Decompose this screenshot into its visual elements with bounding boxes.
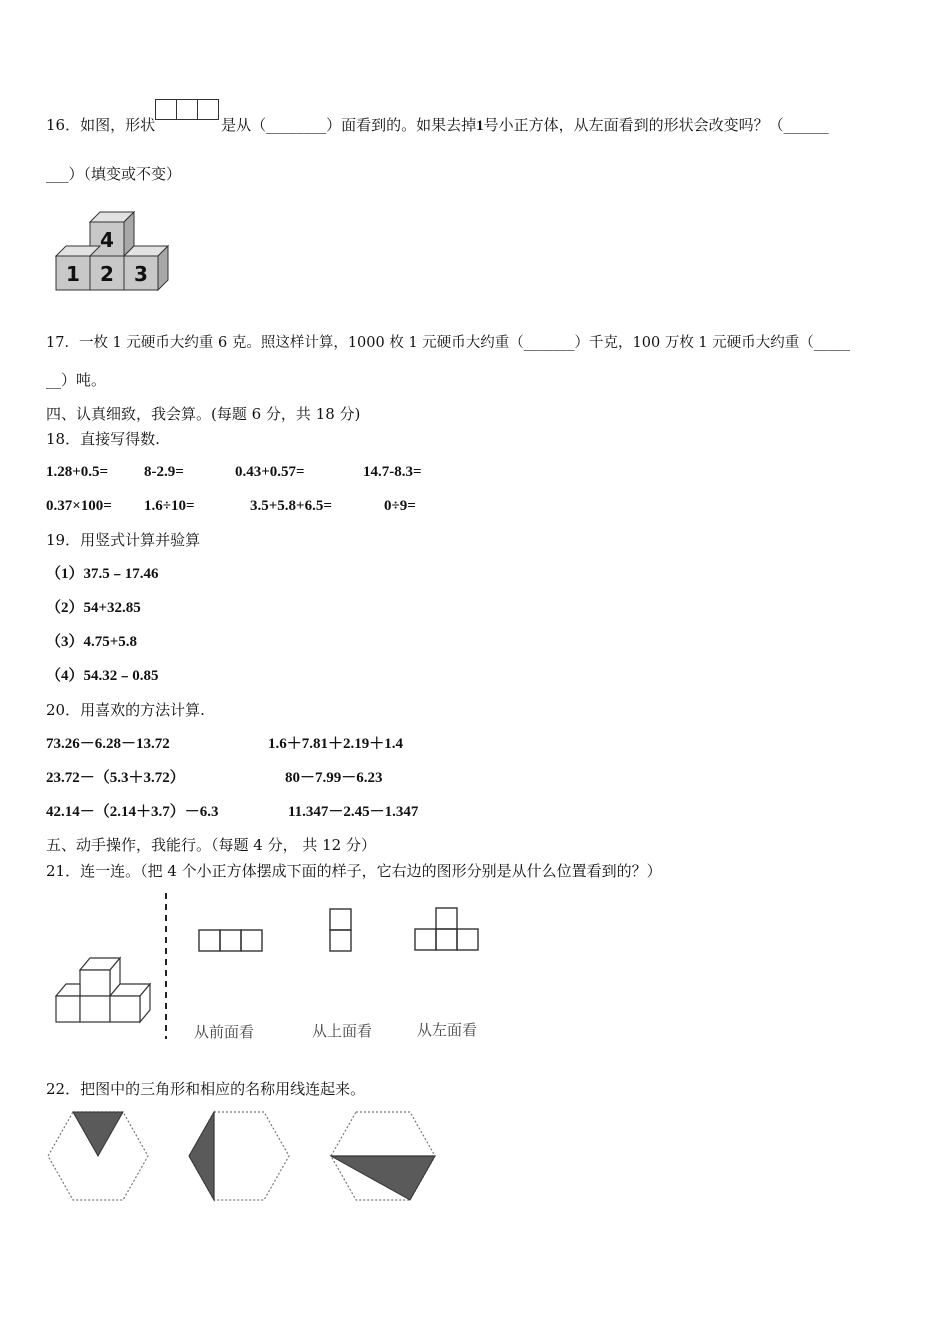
q16-text-c: 号小正方体，从左面看到的形状会改变吗？（______ bbox=[483, 116, 829, 134]
cube-label-4: 4 bbox=[100, 228, 114, 252]
q22-title: 22．把图中的三角形和相应的名称用线连起来。 bbox=[46, 1080, 366, 1098]
q20-r3-c2: 11.347－2.45－1.347 bbox=[288, 804, 419, 820]
q22-hexagon-1 bbox=[46, 1110, 150, 1202]
q18-r1-c3: 0.43+0.57= bbox=[235, 464, 305, 480]
q21-view-t-shape bbox=[414, 907, 484, 953]
q21-view-two-stacked bbox=[329, 908, 355, 954]
q18-r1-c4: 14.7-8.3= bbox=[363, 464, 422, 480]
q16-number: 1 bbox=[476, 118, 484, 134]
q21-view-three-in-row bbox=[198, 929, 268, 953]
q20-r2-c1: 23.72－（5.3＋3.72） bbox=[46, 770, 185, 786]
q17-line1: 17．一枚 1 元硬币大约重 6 克。照这样计算，1000 枚 1 元硬币大约重（_______）千克，100 万枚 1 元硬币大约重（_____ bbox=[46, 335, 851, 351]
q19-item-3: （3）4.75+5.8 bbox=[46, 634, 138, 650]
q19-item-2: （2）54+32.85 bbox=[46, 600, 141, 616]
q16-cube-figure bbox=[52, 206, 182, 296]
q17-line2: __）吨。 bbox=[46, 371, 107, 389]
q16-line1 bbox=[46, 115, 829, 136]
q22-hexagon-3 bbox=[329, 1110, 437, 1202]
q20-r1-c1: 73.26－6.28－13.72 bbox=[46, 736, 170, 752]
q20-r1-c2: 1.6＋7.81＋2.19＋1.4 bbox=[268, 736, 404, 752]
q18-r1-c1: 1.28+0.5= bbox=[46, 464, 109, 480]
q16-line2: ___）（填变或不变） bbox=[46, 165, 182, 183]
cube-label-2: 2 bbox=[100, 262, 114, 286]
q18-title: 18．直接写得数. bbox=[46, 430, 160, 448]
q18-r2-c1: 0.37×100= bbox=[46, 498, 112, 514]
q16-text-b: 是从（________）面看到的。如果去掉 bbox=[221, 116, 477, 134]
view-label-front: 从前面看 bbox=[194, 1023, 255, 1041]
section5-title: 五、动手操作，我能行。（每题 4 分， 共 12 分） bbox=[46, 836, 376, 854]
q16-text-a: 16．如图，形状 bbox=[46, 116, 156, 134]
cube-label-1: 1 bbox=[66, 262, 80, 286]
q18-r1-c2: 8-2.9= bbox=[144, 464, 184, 480]
q20-r2-c2: 80－7.99－6.23 bbox=[285, 770, 383, 786]
q18-r2-c4: 0÷9= bbox=[384, 498, 416, 514]
q21-dashed-divider bbox=[163, 893, 169, 1039]
cube-label-3: 3 bbox=[134, 262, 148, 286]
q16-shape-blank bbox=[155, 115, 221, 135]
q19-item-4: （4）54.32﹣0.85 bbox=[46, 668, 159, 684]
q20-title: 20．用喜欢的方法计算. bbox=[46, 701, 205, 719]
q19-title: 19．用竖式计算并验算 bbox=[46, 531, 201, 549]
q18-r2-c2: 1.6÷10= bbox=[144, 498, 195, 514]
q18-r2-c3: 3.5+5.8+6.5= bbox=[250, 498, 332, 514]
q21-title: 21．连一连。（把 4 个小正方体摆成下面的样子，它右边的图形分别是从什么位置看到的？） bbox=[46, 862, 662, 880]
three-squares-icon bbox=[155, 99, 221, 119]
view-label-left: 从左面看 bbox=[417, 1021, 478, 1039]
section4-title: 四、认真细致，我会算。(每题 6 分，共 18 分) bbox=[46, 405, 361, 423]
q20-r3-c1: 42.14－（2.14＋3.7）－6.3 bbox=[46, 804, 219, 820]
view-label-top: 从上面看 bbox=[312, 1022, 373, 1040]
q22-hexagon-2 bbox=[187, 1110, 291, 1202]
q21-cube-stack bbox=[52, 950, 162, 1030]
q19-item-1: （1）37.5﹣17.46 bbox=[46, 566, 159, 582]
